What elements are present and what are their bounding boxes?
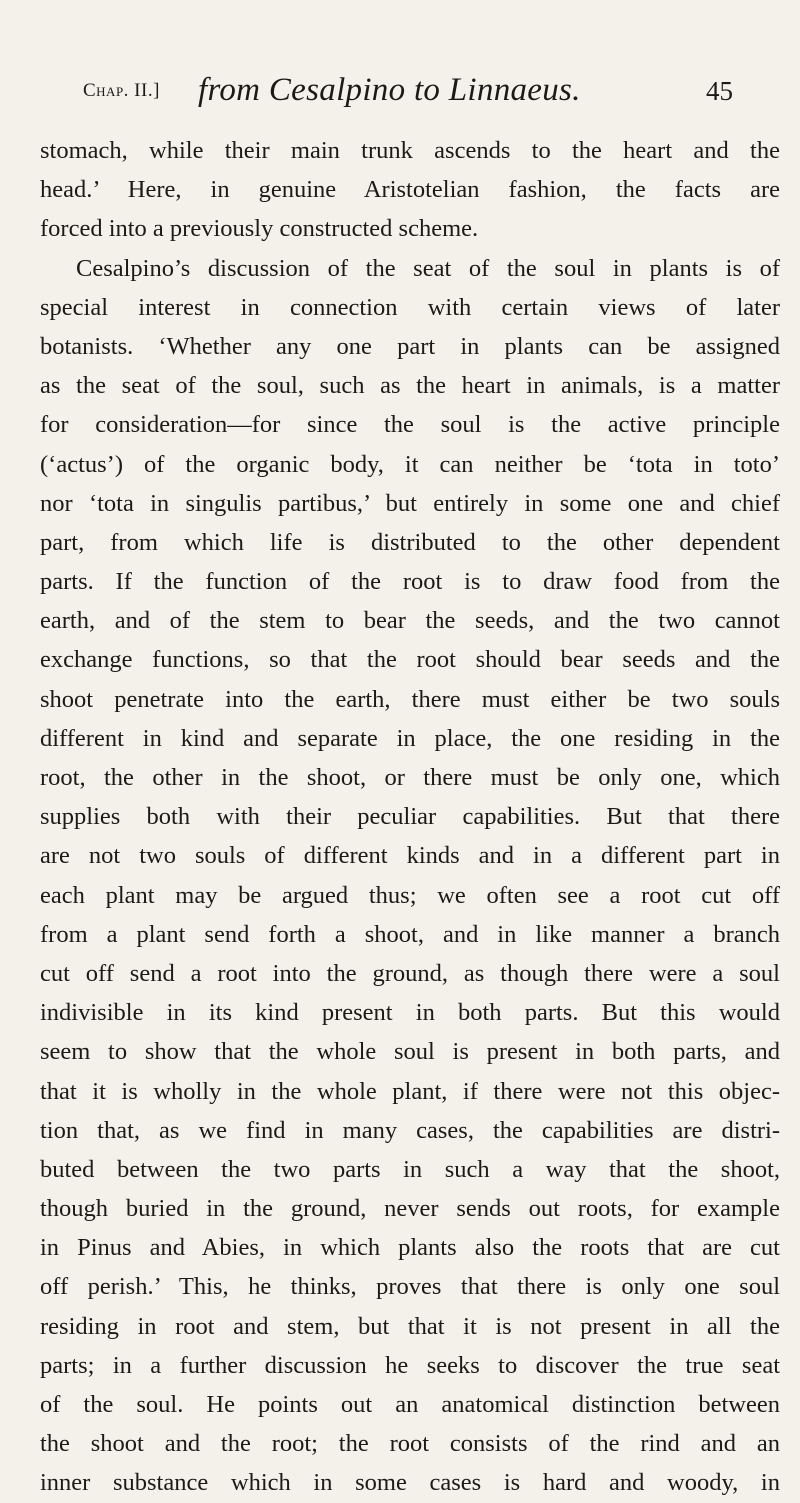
- text-line: the shoot and the root; the root consists of the rind and an: [40, 1430, 780, 1458]
- text-line: in Pinus and Abies, in which plants also the roots that are cut: [40, 1234, 780, 1262]
- text-line: of the soul. He points out an anatomical distinction between: [40, 1391, 780, 1418]
- text-line: cut off send a root into the ground, as though there were a soul: [40, 959, 780, 987]
- text-line: root, the other in the shoot, or there must be only one, which: [40, 764, 780, 791]
- text-line: from a plant send forth a shoot, and in like manner a branch: [40, 920, 780, 948]
- text-line: nor ‘tota in singulis partibus,’ but entirely in some one and chief: [40, 489, 780, 517]
- text-line: that it is wholly in the whole plant, if there were not this objec-: [40, 1077, 780, 1105]
- text-line: residing in root and stem, but that it is not present in all the: [40, 1312, 780, 1340]
- text-line: shoot penetrate into the earth, there must either be two souls: [40, 685, 780, 713]
- text-line: as the seat of the soul, such as the heart in animals, is a matter: [40, 372, 780, 400]
- text-line: tion that, as we find in many cases, the capabilities are distri-: [40, 1116, 780, 1144]
- text-line: seem to show that the whole soul is present in both parts, and: [40, 1038, 780, 1066]
- text-line: are not two souls of different kinds and in a different part in: [40, 842, 780, 870]
- text-line: head.’ Here, in genuine Aristotelian fashion, the facts are: [40, 176, 780, 204]
- text-line: (‘actus’) of the organic body, it can neither be ‘tota in toto’: [40, 450, 780, 478]
- text-line: stomach, while their main trunk ascends to the heart and the: [40, 137, 780, 164]
- page-number: 45: [706, 76, 733, 106]
- text-line: Cesalpino’s discussion of the seat of the soul in plants is of: [76, 254, 780, 282]
- text-line: part, from which life is distributed to the other dependent: [40, 528, 780, 556]
- text-line: though buried in the ground, never sends out roots, for example: [40, 1195, 780, 1223]
- body-text: [40, 131, 780, 1503]
- text-line: supplies both with their peculiar capabilities. But that there: [40, 803, 780, 831]
- text-line: indivisible in its kind present in both parts. But this would: [40, 999, 780, 1027]
- text-line: special interest in connection with certain views of later: [40, 293, 780, 321]
- text-line: parts; in a further discussion he seeks to discover the true seat: [40, 1351, 780, 1379]
- text-line: different in kind and separate in place, the one residing in the: [40, 724, 780, 752]
- text-line: for consideration—for since the soul is the active principle: [40, 411, 780, 439]
- running-header: [83, 72, 733, 116]
- text-line: inner substance which in some cases is hard and woody, in: [40, 1469, 780, 1497]
- text-line: earth, and of the stem to bear the seeds, and the two cannot: [40, 607, 780, 635]
- chapter-label: Chap. II.]: [83, 80, 160, 101]
- running-title: from Cesalpino to Linnaeus.: [198, 72, 581, 108]
- text-line: each plant may be argued thus; we often see a root cut off: [40, 881, 780, 909]
- text-line: buted between the two parts in such a way that the shoot,: [40, 1155, 780, 1183]
- text-line: exchange functions, so that the root should bear seeds and the: [40, 646, 780, 674]
- text-line: parts. If the function of the root is to draw food from the: [40, 568, 780, 596]
- text-line: off perish.’ This, he thinks, proves that there is only one soul: [40, 1273, 780, 1301]
- text-line: forced into a previously constructed scheme.: [40, 215, 479, 243]
- text-line: botanists. ‘Whether any one part in plants can be assigned: [40, 332, 780, 360]
